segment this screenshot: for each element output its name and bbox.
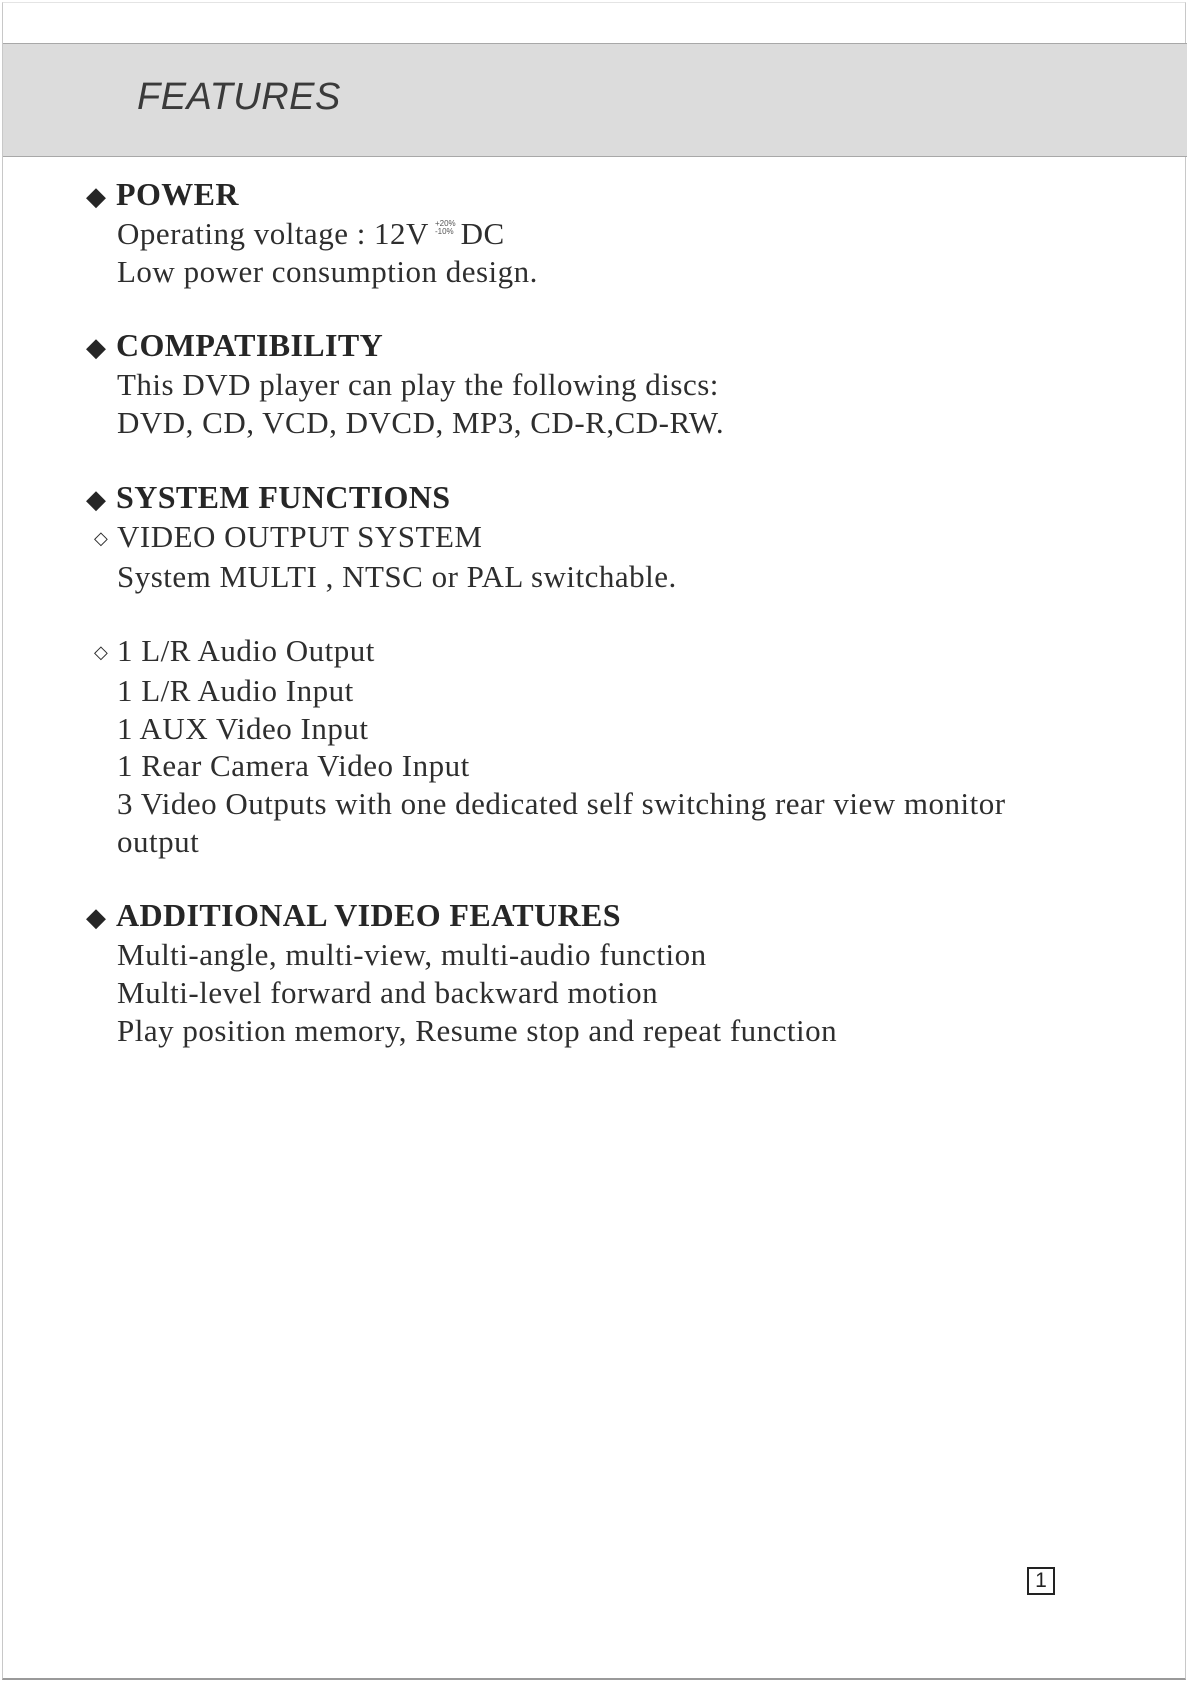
voltage-prefix: Operating voltage : 12V [117,216,429,251]
additional-video-line: Multi-level forward and backward motion [117,975,659,1011]
tolerance-plus: +20% [434,219,456,228]
compatibility-heading-text: COMPATIBILITY [116,327,384,364]
diamond-bullet-icon: ◆ [86,903,107,933]
io-title-text: 1 L/R Audio Output [117,633,375,669]
section-heading-additional-video [86,897,1146,936]
hollow-diamond-icon: ◇ [94,527,109,548]
power-line-2: Low power consumption design. [117,253,538,289]
tolerance-minus: -10% [434,227,454,236]
section-heading-power [86,176,1146,215]
io-line: 1 Rear Camera Video Input [117,748,470,784]
section-additional-video-features [86,897,1146,1049]
video-output-line-1: System MULTI , NTSC or PAL switchable. [117,558,677,594]
additional-video-heading-text: ADDITIONAL VIDEO FEATURES [116,897,621,934]
video-output-title [86,518,1146,558]
diamond-bullet-icon: ◆ [86,484,107,514]
section-heading-system-functions [86,479,1146,518]
system-functions-heading-text: SYSTEM FUNCTIONS [116,478,451,515]
video-output-title-text: VIDEO OUTPUT SYSTEM [117,518,483,554]
features-content [86,176,1146,1087]
additional-video-line: Play position memory, Resume stop and repeat function [117,1012,838,1048]
io-title [86,632,1146,672]
io-line: 1 AUX Video Input [117,710,369,746]
section-compatibility [86,327,1146,441]
page-number: 1 [1027,1567,1055,1595]
diamond-bullet-icon: ◆ [86,182,107,211]
voltage-suffix: DC [460,216,505,251]
page-title: FEATURES [137,76,341,118]
power-heading-text: POWER [116,176,239,212]
io-block [86,632,1146,860]
voltage-tolerance [435,220,456,236]
io-line: output [117,823,200,859]
compatibility-line-2: DVD, CD, VCD, DVCD, MP3, CD-R,CD-RW. [117,405,725,441]
operating-voltage-line [86,215,1146,253]
compatibility-line-1: This DVD player can play the following discs: [117,367,719,403]
section-heading-compatibility [86,327,1146,366]
diamond-bullet-icon: ◆ [86,333,107,363]
section-power [86,176,1146,290]
additional-video-line: Multi-angle, multi-view, multi-audio function [117,937,707,973]
io-line: 1 L/R Audio Input [117,672,354,708]
hollow-diamond-icon: ◇ [94,642,109,663]
section-system-functions [86,479,1146,861]
io-line: 3 Video Outputs with one dedicated self switching rear view monitor [117,786,1006,822]
video-output-block [86,518,1146,595]
